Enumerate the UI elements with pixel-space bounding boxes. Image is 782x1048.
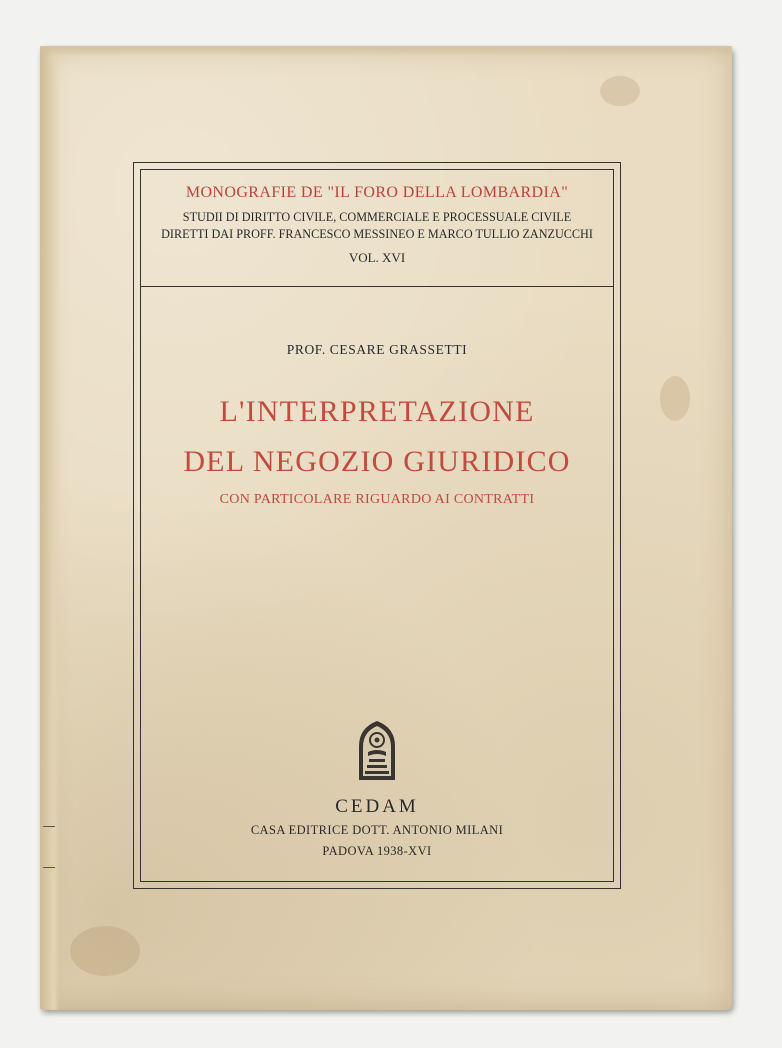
top-edge bbox=[40, 46, 732, 56]
book-cover bbox=[40, 46, 732, 1010]
publisher-name: CEDAM bbox=[335, 796, 419, 817]
stain bbox=[600, 76, 640, 106]
publisher-emblem-icon bbox=[354, 718, 400, 782]
publisher-full-name: CASA EDITRICE DOTT. ANTONIO MILANI bbox=[250, 823, 504, 837]
stain bbox=[70, 926, 140, 976]
series-subtitle: STUDII DI DIRITTO CIVILE, COMMERCIALE E PROCESSUALE CIVILE bbox=[182, 210, 572, 224]
author: PROF. CESARE GRASSETTI bbox=[286, 342, 468, 357]
stain bbox=[660, 376, 690, 421]
series-volume: VOL. XVI bbox=[348, 250, 406, 265]
book-subtitle: CON PARTICOLARE RIGUARDO AI CONTRATTI bbox=[219, 492, 535, 507]
series-directors: DIRETTI DAI PROFF. FRANCESCO MESSINEO E MARCO TULLIO ZANZUCCHI bbox=[161, 227, 593, 241]
cover-border bbox=[133, 162, 621, 889]
book-title-line-1: L'INTERPRETAZIONE bbox=[219, 395, 535, 428]
spine-marks bbox=[43, 826, 55, 868]
book-title-line-2: DEL NEGOZIO GIURIDICO bbox=[183, 445, 571, 478]
series-header bbox=[141, 170, 613, 287]
cover-inner-border bbox=[140, 169, 614, 882]
series-title: MONOGRAFIE DE "IL FORO DELLA LOMBARDIA" bbox=[185, 184, 569, 201]
publisher-place-date: PADOVA 1938-XVI bbox=[322, 844, 432, 858]
